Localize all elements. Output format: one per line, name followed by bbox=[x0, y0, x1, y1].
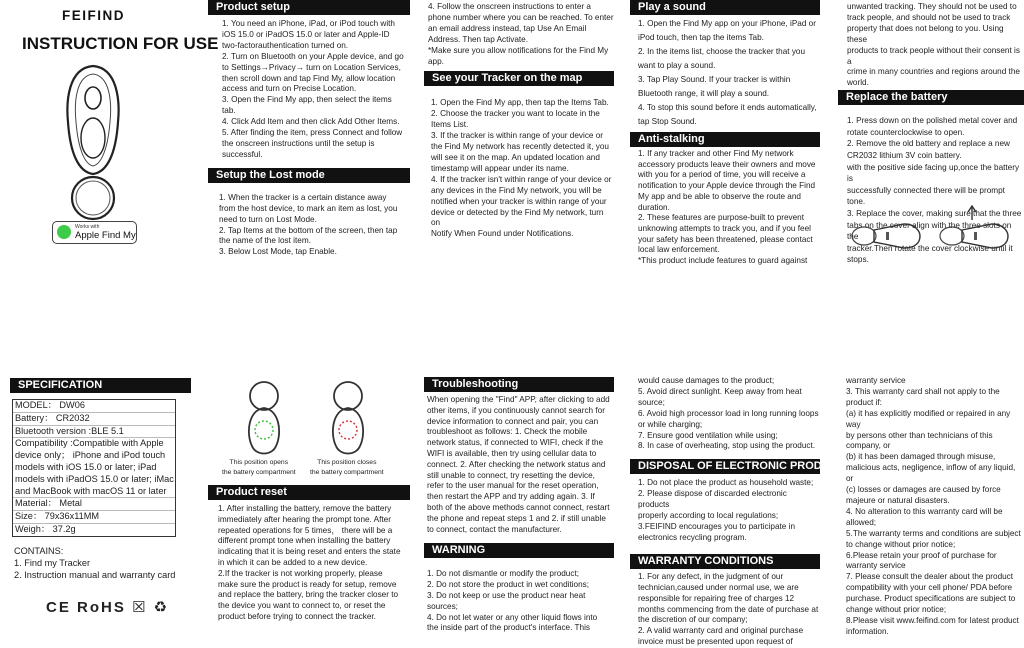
tracker-illustration bbox=[48, 62, 138, 222]
contents-item: 2. Instruction manual and warranty card bbox=[14, 569, 176, 580]
anti-stalking-text: 1. If any tracker and other Find My network accessory products leave their owners and move with you for a period of time, you will receive a notification to your Apple device through the Find My app and be able to observe the route and duration. 2. These features are purpose-built to prevent unknowing attempts to track you, and if you feel your safety has been threatened, please contact local law enforcement. *This product include features to guard against bbox=[638, 149, 816, 266]
find-my-icon bbox=[57, 225, 71, 239]
contents-title: CONTAINS: bbox=[14, 545, 64, 556]
column-4-top bbox=[630, 0, 820, 315]
warranty-header: WARRANTY CONDITIONS bbox=[630, 554, 820, 569]
replace-battery-header: Replace the battery bbox=[838, 90, 1024, 105]
recycle-icon: ♻ bbox=[153, 599, 170, 616]
spec-row: Material： Metal bbox=[13, 498, 175, 511]
spec-row: Weigh： 37.2g bbox=[15, 523, 76, 534]
lost-mode-text: 1. When the tracker is a certain distance away from the host device, to mark an item as lost, you need to turn on Lost Mode. 2. Tap Items at the bottom of the screen, then tap the name of the lost item. 3. Below Lost Mode, tap Enable. bbox=[219, 192, 398, 257]
product-setup-text: 1. You need an iPhone, iPad, or iPod touch with iOS 15.0 or iPadOS 15.0 or later and Apple-ID two-factorauthentication turned on. 2. Turn on Bluetooth on your Apple device, and go to Settings→Privacy→ turn on Location Services, then scroll down and tap Find My, allow location access and turn on Precise Location. 3. Open the Find My app, then select the items tab. 4. Click Add Item and then click Add Other Items. 5. After finding the item, press Connect and follow the onscreen instructions until the setup is successful. bbox=[222, 19, 404, 159]
specification-table bbox=[12, 399, 176, 537]
cover-panel bbox=[0, 0, 219, 315]
open-position-caption: This position opens the battery compartment bbox=[222, 459, 296, 476]
warning-header: WARNING bbox=[424, 543, 614, 558]
disposal-header: DISPOSAL OF ELECTRONIC PRODUCTS bbox=[630, 459, 820, 474]
product-setup-header: Product setup bbox=[208, 0, 410, 15]
spec-row: Battery： CR2032 bbox=[13, 413, 175, 426]
anti-stalking-header: Anti-stalking bbox=[630, 132, 820, 147]
play-sound-text: 1. Open the Find My app on your iPhone, iPad or iPod touch, then tap the items Tab. 2. In the items list, choose the tracker that you want to play a sound. 3. Tap Play Sound. If your tracker is within Bluetooth range, it will play a sound. 4. To stop this sound before it ends automatically, tap Stop Sound. bbox=[638, 19, 817, 126]
certification-marks bbox=[46, 598, 169, 616]
column-3-top bbox=[424, 0, 614, 315]
column-5-top bbox=[838, 0, 1024, 315]
brand-logo: FEIFIND bbox=[62, 8, 125, 23]
see-tracker-text: 1. Open the Find My app, then tap the Items Tab. 2. Choose the tracker you want to locate in the Items List. 3. If the tracker is within range of your device or the Find My network has recently detected it, you will see it on the map. An updated location and timestamp will appear under its name. 4. If the tracker isn't within range of your device or any devices in the Find My network, you will be notified when your tracker is within range of your device or detected by the Find My network, turn on Notify When Found under Notifications. bbox=[431, 98, 612, 239]
see-tracker-header: See your Tracker on the map bbox=[424, 71, 614, 86]
spec-row: MODEL： DW06 bbox=[13, 400, 175, 413]
badge-big-text: Apple Find My bbox=[75, 230, 136, 241]
warranty-text: 1. For any defect, in the judgment of our technician,caused under normal use, we are responsible for repairing free of charges 12 months commencing from the date of purchase at the discretion of our company; 2. A valid warranty card and original purchase invoice must be presented upon request of bbox=[638, 571, 819, 647]
column-4-bottom bbox=[630, 370, 852, 647]
weee-bin-icon: ☒ bbox=[132, 599, 148, 616]
specification-header: SPECIFICATION bbox=[10, 378, 191, 393]
spec-row: Compatibility :Compatible with Apple device only； iPhone and iPod touch models with iOS 15.0 or later; iPad models with iPadOS 15.0 or later; iMac and MacBook with macOS 11 or later bbox=[13, 438, 175, 498]
lost-mode-header: Setup the Lost mode bbox=[208, 168, 410, 183]
column-2-bottom bbox=[208, 370, 410, 631]
product-reset-header: Product reset bbox=[208, 485, 410, 500]
disposal-text: 1. Do not place the product as household waste; 2. Please dispose of discarded electronic products properly according to local regulations; 3.FEIFIND encourages you to participate in electronics recycling program. bbox=[638, 478, 814, 542]
column-5-bottom bbox=[838, 370, 1024, 636]
warning-continued-text: would cause damages to the product; 5. Avoid direct sunlight. Keep away from heat source; 6. Avoid high processor load in long running loops or while charging; 7. Ensure good ventilation while using; 8. In case of overheating, stop using the product. bbox=[638, 376, 819, 451]
contents-list bbox=[14, 545, 205, 581]
column-3-bottom bbox=[424, 377, 614, 631]
close-position-caption: This position closes the battery compartment bbox=[310, 459, 384, 476]
play-sound-header: Play a sound bbox=[630, 0, 820, 15]
ce-rohs-marks: CE RoHS bbox=[46, 599, 126, 616]
product-reset-text: 1. After installing the battery, remove the battery immediately after hearing the prompt tone. After repeated operations for 5 times， there will be a different prompt tone when installing the battery indicating that it is being reset and enters the state in which it can be added to a new device. 2.If the tracker is not working properly, please make sure the product is ready for setup, remove and replace the battery, bring the tracker closer to the device you want to connect to, or reset the product before trying to connect the tracker. bbox=[218, 504, 401, 621]
specification-panel bbox=[0, 378, 205, 631]
battery-cover-illustration bbox=[844, 202, 1020, 254]
contents-item: 1. Find my Tracker bbox=[14, 557, 91, 568]
badge-small-text: Works with bbox=[75, 224, 100, 230]
troubleshooting-header: Troubleshooting bbox=[424, 377, 614, 392]
battery-position-figure bbox=[208, 374, 408, 464]
anti-stalking-continued-text: unwanted tracking. They should not be used to track people, and should not be used to track property that does not belong to you. Using these products to track people without their consent is a crime in many countries and regions around the world. bbox=[847, 2, 1020, 88]
warning-text: 1. Do not dismantle or modify the product; 2. Do not store the product in wet conditions; 3. Do not keep or use the product near heat sources; 4. Do not let water or any other liquid flows into the inside part of the product's interface. This bbox=[427, 569, 598, 633]
column-2-top bbox=[208, 0, 410, 315]
warranty-continued-text: warranty service 3. This warranty card shall not apply to the product if: (a) it has explicitly modified or repaired in any way by persons other than technicians of this company, or (b) it has been damaged through misuse, malicious acts, negligence, inflow of any liquid, or (c) losses or damages are caused by force majeure or natural disasters. 4. No alteration to this warranty card will be allowed; 5.The warranty terms and conditions are subject to change without prior notice; 6.Please retain your proof of purchase for warranty service 7. Please consult the dealer about the product compatibility with your cell phone/ PDA before purchase. Product specifications are subject to change without prior notice; 8.Please visit www.feifind.com for latest product information. bbox=[846, 376, 1021, 636]
spec-row: Bluetooth version :BLE 5.1 bbox=[13, 426, 175, 439]
spec-row: Size： 79x36x11MM bbox=[13, 511, 175, 524]
replace-battery-text: 1. Press down on the polished metal cover and rotate counterclockwise to open. 2. Remove the old battery and replace a new CR2032 lithium 3V coin battery. with the positive side facing up,once the battery is successfully connected there will be prompt tone. 3. Replace the cover, making sure that the three tabs on the cover align with the three slots on the tracker.Then rotate the cover clockwise until it stops. bbox=[847, 116, 1022, 265]
troubleshooting-text: When opening the "Find" APP, after clicking to add other items, if you continuously cannot search for device information to connect and pair, you can troubleshoot as follows: 1. Check the mobile network status, if connected to WIFI, check if the WIFI is available, then try using cellular data to connect. 2. After checking the network status and still unable to connect, try resetting the device, refer to the user manual for the reset operation, then restart the APP and try adding again. 3. If both of the above methods cannot connect, restart the phone and repeat steps 1 and 2. if still unable to connect, contact the manufacturer. bbox=[427, 395, 610, 534]
page-title: INSTRUCTION FOR USE bbox=[22, 34, 219, 53]
lost-mode-continued-text: 4. Follow the onscreen instructions to enter a phone number where you can be reached. To enter an email address instead, tap Use An Email Address. Then tap Activate. *Make sure you allow notifications for the Find My app. bbox=[428, 2, 614, 66]
find-my-badge bbox=[52, 221, 137, 244]
